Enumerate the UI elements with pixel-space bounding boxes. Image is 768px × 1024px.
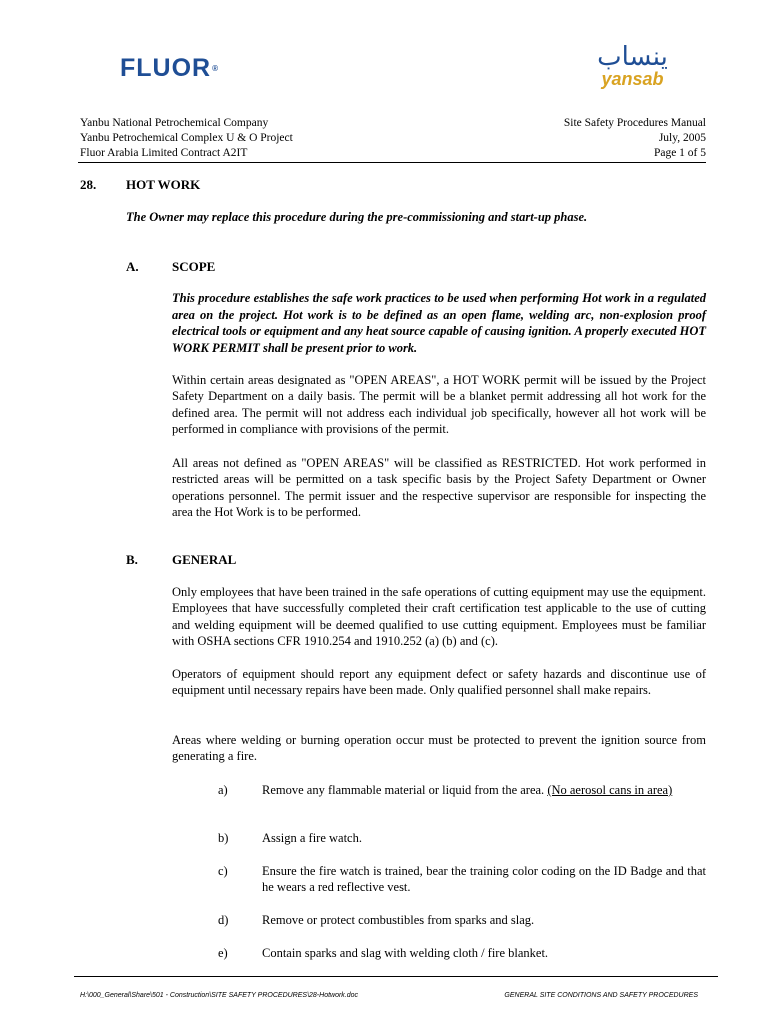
fluor-logo [120,54,219,83]
scope-letter: A. [126,259,139,274]
list-item-label: a) [218,783,228,797]
header-right [564,116,706,161]
list-item-text: Remove or protect combustibles from sparks and slag. [262,913,535,927]
list-item-label: e) [218,946,228,960]
general-paragraph-3: Areas where welding or burning operation occur must be protected to prevent the ignition source from generating a fire. [172,733,706,764]
fluor-logo-text: FLUOR [120,54,212,82]
general-letter: B. [126,552,138,567]
list-item-label: d) [218,913,229,927]
section-number: 28. [80,177,97,192]
list-item-label: b) [218,831,229,845]
header-contract: Fluor Arabia Limited Contract A2IT [80,147,248,159]
general-title: GENERAL [172,552,237,567]
header-left [80,116,293,161]
header-divider [78,162,706,163]
list-item-text: Ensure the fire watch is trained, bear the training color coding on the ID Badge and that he wears a red reflective vest. [262,864,706,895]
footer-divider [74,976,718,977]
header-manual-title: Site Safety Procedures Manual [563,117,706,129]
scope-title: SCOPE [172,259,216,274]
section-intro: The Owner may replace this procedure during the pre-commissioning and start-up phase. [126,210,588,224]
footer-section-title: GENERAL SITE CONDITIONS AND SAFETY PROCEDURES [504,992,698,999]
list-item-text: Remove any flammable material or liquid from the area. [262,783,548,797]
scope-paragraph-1: Within certain areas designated as "OPEN AREAS", a HOT WORK permit will be issued by the Project Safety Department on a daily basis. The permit will be a blanket permit addressing all hot work for the defined area. The permit will not address each individual job specifically, however all hot work will be performed in compliance with provisions of the permit. [172,373,706,436]
yansab-logo-latin: yansab [601,69,664,89]
footer-file-path: H:\000_General\Share\501 - Construction\SITE SAFETY PROCEDURES\28-Hotwork.doc [80,992,359,999]
yansab-logo-arabic: ينساب [597,42,668,72]
header-date: July, 2005 [658,132,706,144]
registered-mark: ® [212,64,220,73]
section-title: HOT WORK [126,177,201,192]
list-item-text: Contain sparks and slag with welding cloth / fire blanket. [262,946,549,960]
header-page-number: Page 1 of 5 [653,147,706,159]
list-item-text: Assign a fire watch. [262,831,362,845]
scope-paragraph-2: All areas not defined as "OPEN AREAS" will be classified as RESTRICTED. Hot work performed in restricted areas will be permitted on a task specific basis by the Project Safety Department or Owner operations personnel. The permit issuer and the respective supervisor are responsible for inspecting the area the Hot Work is to be performed. [172,456,706,519]
scope-bold-paragraph: This procedure establishes the safe work practices to be used when performing Hot work in a regulated area on the project. Hot work is to be defined as an open flame, welding arc, non-explosion proof electrical tools or equipment and any heat source capable of causing ignition. A properly executed HOT WORK PERMIT shall be present prior to work. [172,291,706,355]
list-item-underlined-note: (No aerosol cans in area) [547,783,673,797]
header-project: Yanbu Petrochemical Complex U & O Project [80,132,293,144]
list-item-label: c) [218,864,228,878]
list-item [262,782,706,798]
general-paragraph-2: Operators of equipment should report any equipment defect or safety hazards and discontinue use of equipment until necessary repairs have been made. Only qualified personnel shall make repairs. [172,667,706,698]
header-company: Yanbu National Petrochemical Company [80,117,269,129]
yansab-logo [570,42,695,88]
general-paragraph-1: Only employees that have been trained in the safe operations of cutting equipment may use the equipment. Employees that have successfully completed their craft certification test applicable to the use of cutting and welding equipment will be deemed qualified to use cutting equipment. Employees must be familiar with OSHA sections CFR 1910.254 and 1910.252 (a) (b) and (c). [172,585,706,648]
